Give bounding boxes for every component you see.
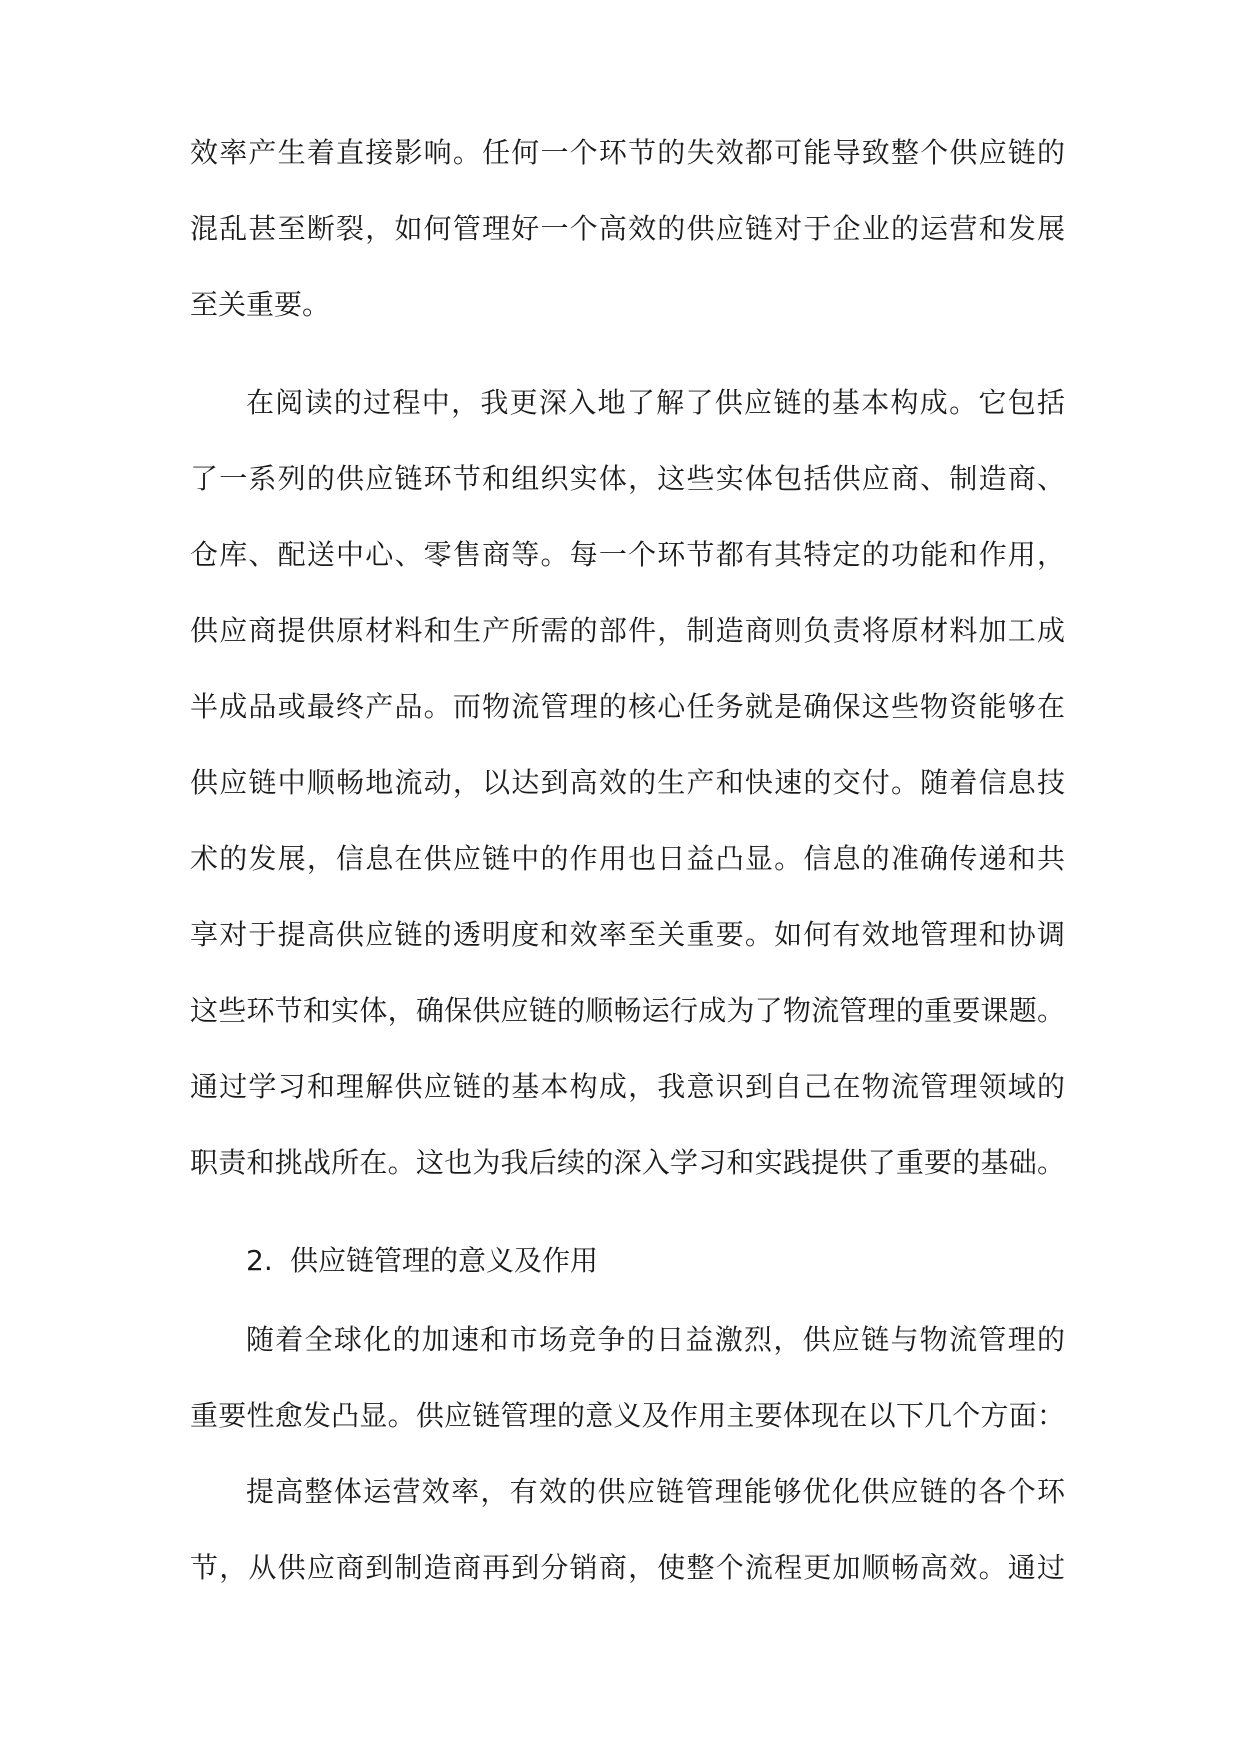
text-line: 重要性愈发凸显。供应链管理的意义及作用主要体现在以下几个方面：: [190, 1399, 1065, 1432]
paragraph-first-line: 随着全球化的加速和市场竞争的日益激烈，供应链与物流管理的: [246, 1323, 1065, 1356]
text-line: 供应链中顺畅地流动，以达到高效的生产和快速的交付。随着信息技: [190, 766, 1065, 799]
section-number: 2.: [246, 1244, 273, 1277]
text-line: 供应商提供原材料和生产所需的部件，制造商则负责将原材料加工成: [190, 614, 1065, 647]
text-line: 通过学习和理解供应链的基本构成，我意识到自己在物流管理领域的: [190, 1070, 1065, 1103]
text-line: 至关重要。: [190, 288, 331, 321]
text-line: 仓库、配送中心、零售商等。每一个环节都有其特定的功能和作用，: [190, 538, 1065, 571]
text-line: 节，从供应商到制造商再到分销商，使整个流程更加顺畅高效。通过: [190, 1551, 1065, 1584]
section-heading: [246, 1241, 598, 1281]
text-line: 效率产生着直接影响。任何一个环节的失效都可能导致整个供应链的: [190, 136, 1065, 169]
text-line: 职责和挑战所在。这也为我后续的深入学习和实践提供了重要的基础。: [190, 1146, 1065, 1179]
text-line: 半成品或最终产品。而物流管理的核心任务就是确保这些物资能够在: [190, 690, 1065, 723]
paragraph-first-line: 在阅读的过程中，我更深入地了解了供应链的基本构成。它包括: [246, 386, 1065, 419]
text-line: 了一系列的供应链环节和组织实体，这些实体包括供应商、制造商、: [190, 462, 1065, 495]
section-title: 供应链管理的意义及作用: [290, 1244, 599, 1277]
text-line: 混乱甚至断裂，如何管理好一个高效的供应链对于企业的运营和发展: [190, 212, 1065, 245]
text-line: 享对于提高供应链的透明度和效率至关重要。如何有效地管理和协调: [190, 918, 1065, 951]
paragraph-first-line: 提高整体运营效率，有效的供应链管理能够优化供应链的各个环: [246, 1475, 1065, 1508]
text-line: 术的发展，信息在供应链中的作用也日益凸显。信息的准确传递和共: [190, 842, 1065, 875]
text-line: 这些环节和实体，确保供应链的顺畅运行成为了物流管理的重要课题。: [190, 994, 1065, 1027]
